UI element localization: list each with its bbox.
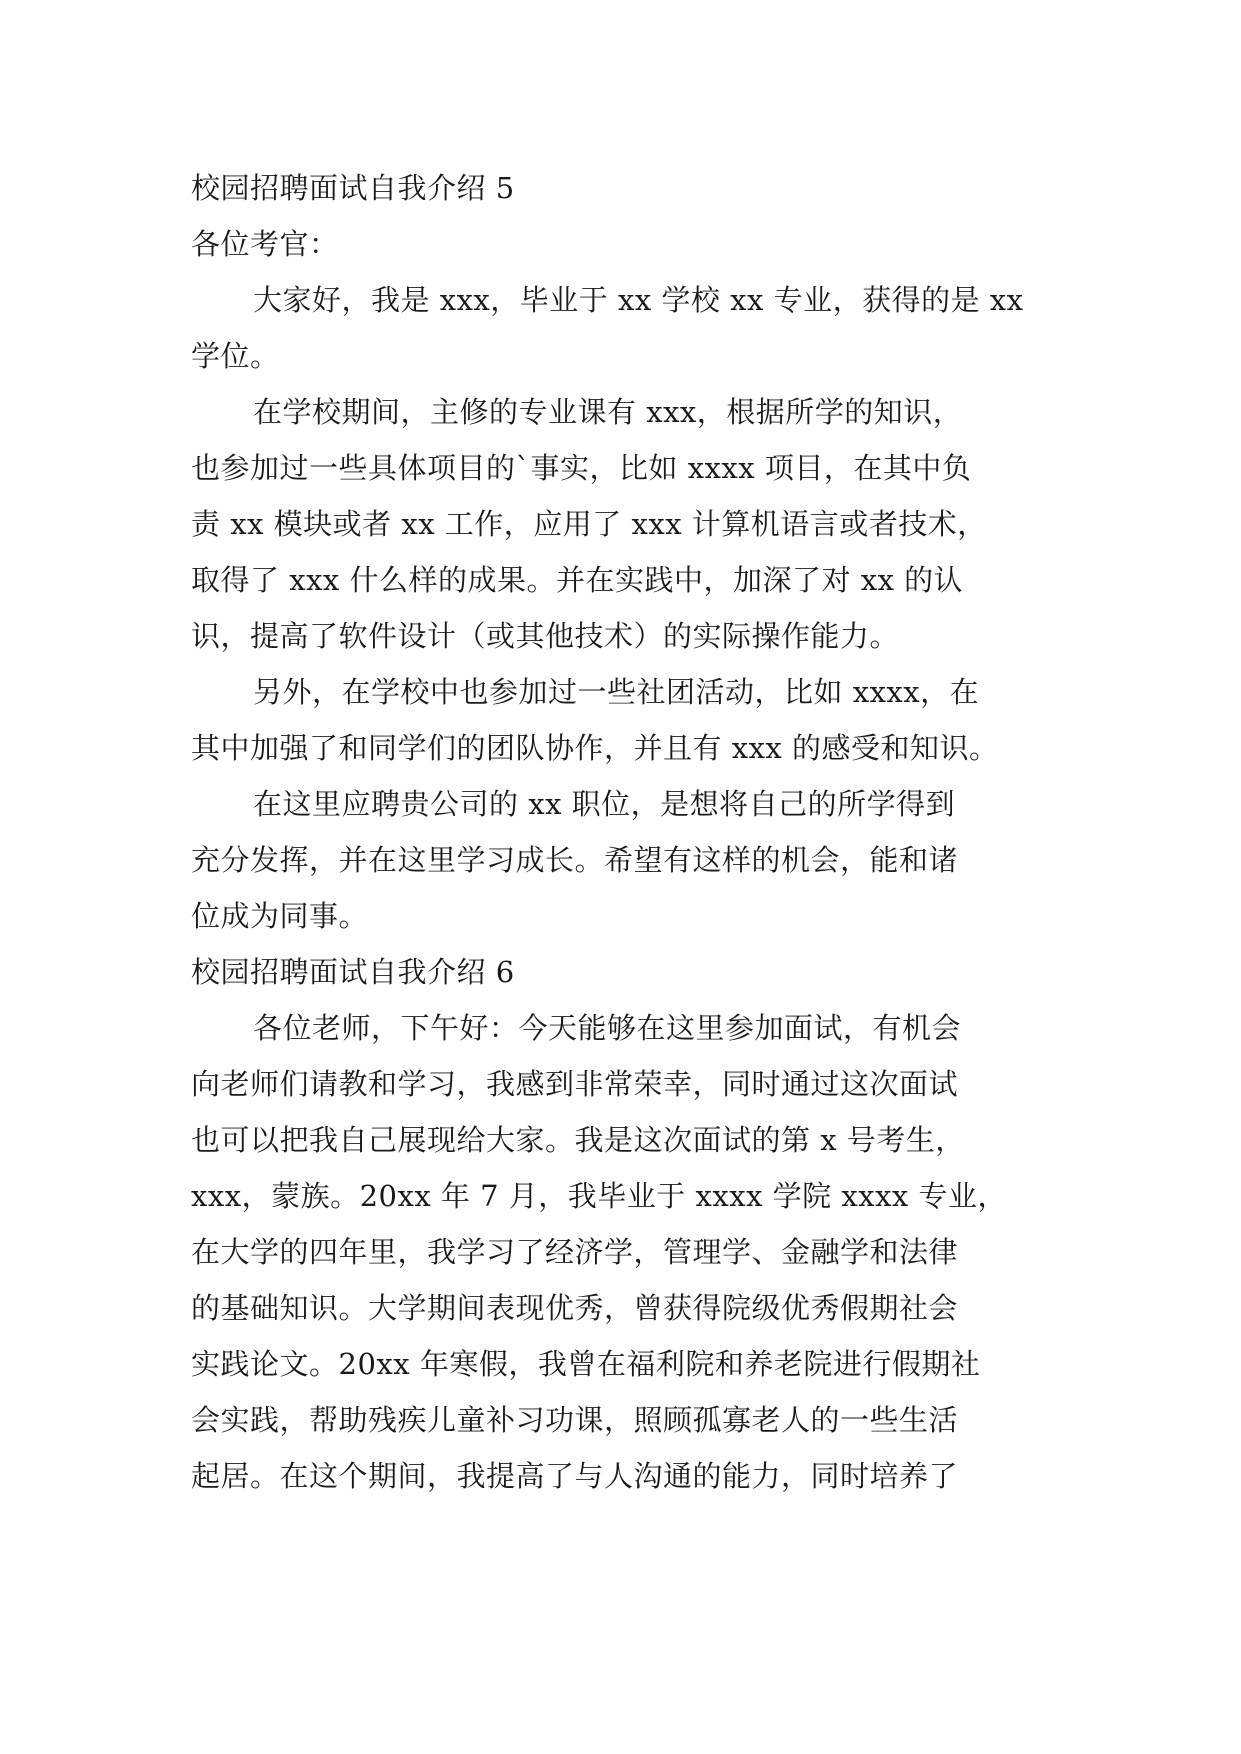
- paragraph-line: 起居。在这个期间，我提高了与人沟通的能力，同时培养了: [191, 1459, 959, 1493]
- paragraph-line: 学位。: [191, 339, 280, 373]
- paragraph-line: 的基础知识。大学期间表现优秀，曾获得院级优秀假期社会: [191, 1291, 959, 1325]
- paragraph-line: 也参加过一些具体项目的`事实，比如 xxxx 项目，在其中负: [191, 451, 972, 485]
- section-heading: 校园招聘面试自我介绍 6: [191, 955, 515, 989]
- paragraph-line: 向老师们请教和学习，我感到非常荣幸，同时通过这次面试: [191, 1067, 959, 1101]
- paragraph-line: 实践论文。20xx 年寒假，我曾在福利院和养老院进行假期社: [191, 1347, 981, 1381]
- paragraph-line: xxx，蒙族。20xx 年 7 月，我毕业于 xxxx 学院 xxxx 专业，: [191, 1179, 1007, 1213]
- paragraph-line: 其中加强了和同学们的团队协作，并且有 xxx 的感受和知识。: [191, 731, 999, 765]
- paragraph-line: 大家好，我是 xxx，毕业于 xx 学校 xx 专业，获得的是 xx: [253, 283, 1024, 317]
- paragraph-line: 取得了 xxx 什么样的成果。并在实践中，加深了对 xx 的认: [191, 563, 964, 597]
- paragraph-line: 会实践，帮助残疾儿童补习功课，照顾孤寡老人的一些生活: [191, 1403, 959, 1437]
- section-heading: 校园招聘面试自我介绍 5: [191, 171, 515, 205]
- paragraph-line: 另外，在学校中也参加过一些社团活动，比如 xxxx，在: [253, 675, 980, 709]
- paragraph-line: 充分发挥，并在这里学习成长。希望有这样的机会，能和诸: [191, 843, 959, 877]
- paragraph-line: 责 xx 模块或者 xx 工作，应用了 xxx 计算机语言或者技术，: [191, 507, 987, 541]
- paragraph-line: 位成为同事。: [191, 899, 369, 933]
- paragraph-line: 各位老师，下午好：今天能够在这里参加面试，有机会: [253, 1011, 962, 1045]
- paragraph-line: 也可以把我自己展现给大家。我是这次面试的第 x 号考生，: [191, 1123, 965, 1157]
- salutation: 各位考官：: [191, 227, 339, 261]
- paragraph-line: 在大学的四年里，我学习了经济学，管理学、金融学和法律: [191, 1235, 959, 1269]
- paragraph-line: 识，提高了软件设计（或其他技术）的实际操作能力。: [191, 619, 900, 653]
- paragraph-line: 在这里应聘贵公司的 xx 职位，是想将自己的所学得到: [253, 787, 956, 821]
- paragraph-line: 在学校期间，主修的专业课有 xxx，根据所学的知识，: [253, 395, 963, 429]
